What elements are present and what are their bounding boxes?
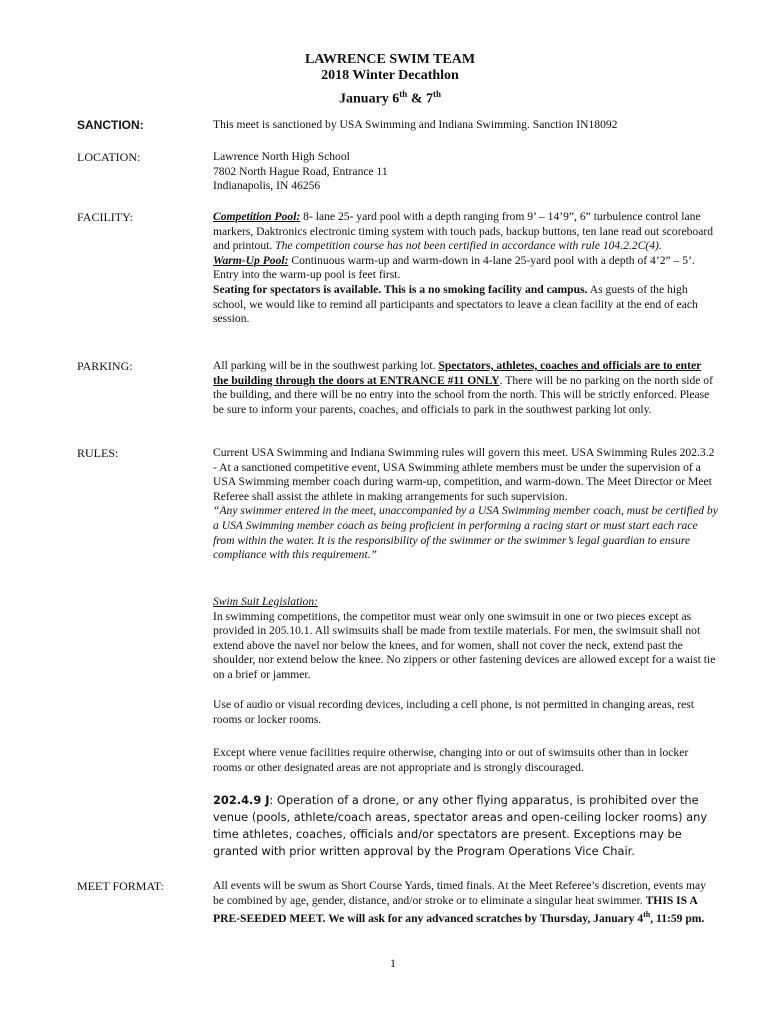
recording-devices-text: Use of audio or visual recording devices, including a cell phone, is not permitted in changing areas, rest rooms or locker rooms. (213, 698, 694, 726)
drone-rule-number: 202.4.9 J (213, 793, 270, 807)
rules-label: RULES: (77, 446, 119, 460)
page-number: 1 (390, 956, 396, 970)
seating-notice: Seating for spectators is available. This is a no smoking facility and campus. (213, 282, 588, 296)
swimsuit-text: In swimming competitions, the competitor must wear only one swimsuit in one or two pieces except as provided in 205.10.1. All swimsuits shall be made from textile materials. For men, the swimsuit shall not extend above the navel nor below the knees, and for women, shall not cover the neck, extend past the shoulder, nor extend below the knee. No zippers or other fastening devices are allowed except for a waist tie on a brief or jammer. (213, 609, 716, 681)
competition-pool-heading: Competition Pool: (213, 210, 301, 223)
drone-rule-text: 202.4.9 J: Operation of a drone, or any other flying apparatus, is prohibited over the venue (pools, athlete/coach areas, spectator areas and open-ceiling locker rooms) any time athletes, coaches, officials and/or spectators are present. Exceptions may be granted with prior written approval by the Program Operations Vice Chair. (213, 793, 708, 858)
sanction-label: SANCTION: (77, 118, 144, 132)
meet-title: LAWRENCE SWIM TEAM (304, 52, 476, 67)
meet-subtitle: 2018 Winter Decathlon (321, 68, 459, 83)
location-address (213, 150, 718, 194)
entrance-notice: Spectators, athletes, coaches and officials are to enter the building through the doors at ENTRANCE #11 ONLY (213, 359, 702, 387)
meet-dates: January 6th & 7th (339, 89, 441, 107)
meet-format-label: MEET FORMAT: (77, 879, 164, 893)
meet-format-text: All events will be swum as Short Course Yards, timed finals. At the Meet Referee’s discretion, events may be combined by age, gender, distance, and/or stroke or to eliminate a singular heat swimmer. THIS IS A PRE-SEEDED MEET. We will ask for any advanced scratches by Thursday, January 4th, 11:59 pm. (213, 879, 706, 926)
facility-label: FACILITY: (77, 210, 134, 224)
sanction-text: This meet is sanctioned by USA Swimming and Indiana Swimming. Sanction IN18092 (213, 118, 618, 131)
changing-areas-text: Except where venue facilities require otherwise, changing into or out of swimsuits other than in locker rooms or other designated areas are not appropriate and is strongly discouraged. (213, 746, 689, 774)
parking-text: All parking will be in the southwest parking lot. Spectators, athletes, coaches and officials are to enter the building through the doors at ENTRANCE #11 ONLY. There will be no parking on the north side of the building, and there will be no entry into the school from the north. This will be strictly enforced. Please be sure to inform your parents, coaches, and officials to park in the southwest parking lot only. (213, 359, 713, 416)
pre-seeded-notice: THIS IS A PRE-SEEDED MEET. We will ask for any advanced scratches by Thursday, January 4th, 11:59 pm. (213, 893, 705, 926)
rules-quote: “Any swimmer entered in the meet, unaccompanied by a USA Swimming member coach, must be certified by a USA Swimming member coach as being proficient in performing a racing start or must start each race from within the water. It is the responsibility of the swimmer or the swimmer’s legal guardian to ensure compliance with this requirement.” (213, 504, 718, 562)
rules-paragraph: Current USA Swimming and Indiana Swimming rules will govern this meet. USA Swimming Rules 202.3.2 - At a sanctioned competitive event, USA Swimming athlete members must be under the supervision of a USA Swimming member coach during warm-up, competition, and warm-down. The Meet Director or Meet Referee shall assist the athlete in making arrangements for such supervision. (213, 446, 715, 503)
facility-text: Competition Pool: 8- lane 25- yard pool with a depth ranging from 9’ – 14’9”, 6” turbulence control lane markers, Daktronics electronic timing system with touch pads, backup buttons, ten lane read out scoreboard and printout. The competition course has not been certified in accordance with rule 104.2.2C(4). Warm-Up Pool: Continuous warm-up and warm-down in 4-lane 25-yard pool with a depth of 4’2” – 5’. Entry into the warm-up pool is feet first. Seating for spectators is available. This is a no smoking facility and campus. As guests of the high school, we would like to remind all participants and spectators to leave a clean facility at the end of each session. (213, 210, 714, 326)
location-line-3: Indianapolis, IN 46256 (213, 179, 321, 193)
parking-label: PARKING: (77, 359, 133, 373)
location-line-2: 7802 North Hague Road, Entrance 11 (213, 164, 388, 178)
swimsuit-heading: Swim Suit Legislation: (213, 595, 318, 608)
rules-text (213, 446, 718, 563)
location-line-1: Lawrence North High School (213, 150, 350, 163)
swimsuit-section (213, 595, 718, 683)
location-label: LOCATION: (77, 150, 141, 164)
warmup-pool-heading: Warm-Up Pool: (213, 253, 289, 267)
